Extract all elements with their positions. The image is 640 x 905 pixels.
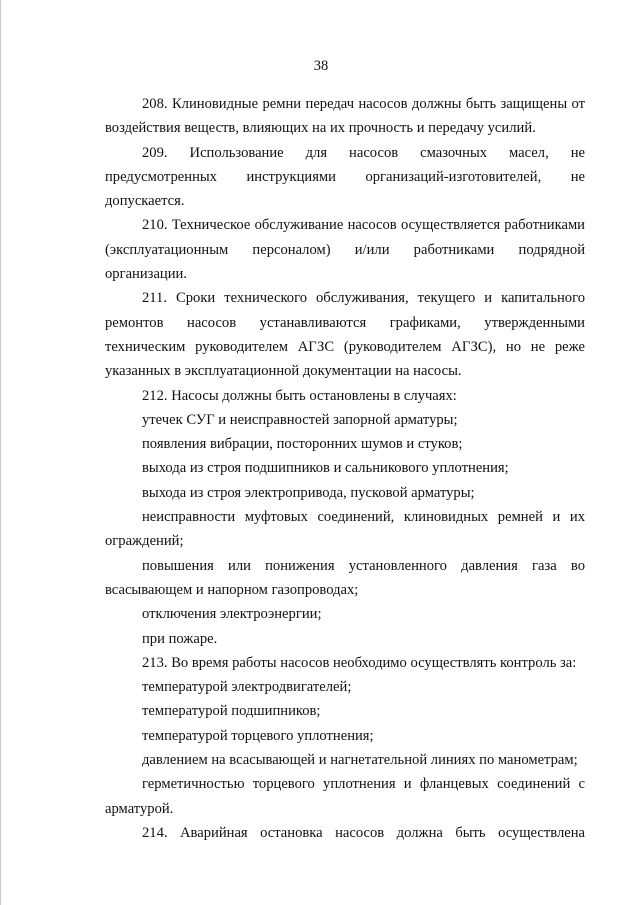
- list-item: появления вибрации, посторонних шумов и стуков;: [142, 436, 463, 453]
- list-item: температурой подшипников;: [142, 703, 321, 720]
- paragraph-212: 212. Насосы должны быть остановлены в случаях:: [142, 387, 457, 404]
- list-item: утечек СУГ и неисправностей запорной арматуры;: [142, 411, 458, 428]
- paragraph-209: 209. Использование для насосов смазочных масел, не предусмотренных инструкциями организаций-изготовителей, не допускается.: [105, 144, 585, 210]
- list-item: давлением на всасывающей и нагнетательной линиях по манометрам;: [142, 752, 578, 769]
- list-item: повышения или понижения установленного давления газа во всасывающем и напорном газопроводах;: [105, 557, 585, 598]
- page-number: 38: [313, 58, 329, 74]
- document-body: [105, 92, 585, 845]
- paragraph-214: 214. Аварийная остановка насосов должна быть осуществлена: [142, 824, 585, 841]
- list-item: неисправности муфтовых соединений, клиновидных ремней и их ограждений;: [105, 509, 585, 550]
- paragraph-210: 210. Техническое обслуживание насосов осуществляется работниками (эксплуатационным персоналом) и/или работниками подрядной организации.: [105, 217, 585, 283]
- list-item: отключения электроэнергии;: [142, 606, 322, 623]
- paragraph-208: 208. Клиновидные ремни передач насосов должны быть защищены от воздействия веществ, влияющих на их прочность и передачу усилий.: [105, 96, 585, 137]
- list-item: выхода из строя электропривода, пусковой арматуры;: [142, 484, 475, 501]
- list-item: температурой торцевого уплотнения;: [142, 727, 374, 744]
- list-item: выхода из строя подшипников и сальникового уплотнения;: [142, 460, 509, 477]
- paragraph-211: 211. Сроки технического обслуживания, текущего и капитального ремонтов насосов устанавливаются графиками, утвержденными техническим руководителем АГЗС (руководителем АГЗС), но не реже указанных в эксплуатационной документации на насосы.: [105, 290, 585, 380]
- list-item: при пожаре.: [142, 630, 218, 647]
- list-item: температурой электродвигателей;: [142, 679, 352, 696]
- list-item: герметичностью торцевого уплотнения и фланцевых соединений с арматурой.: [105, 776, 585, 817]
- paragraph-213: 213. Во время работы насосов необходимо осуществлять контроль за:: [142, 654, 577, 671]
